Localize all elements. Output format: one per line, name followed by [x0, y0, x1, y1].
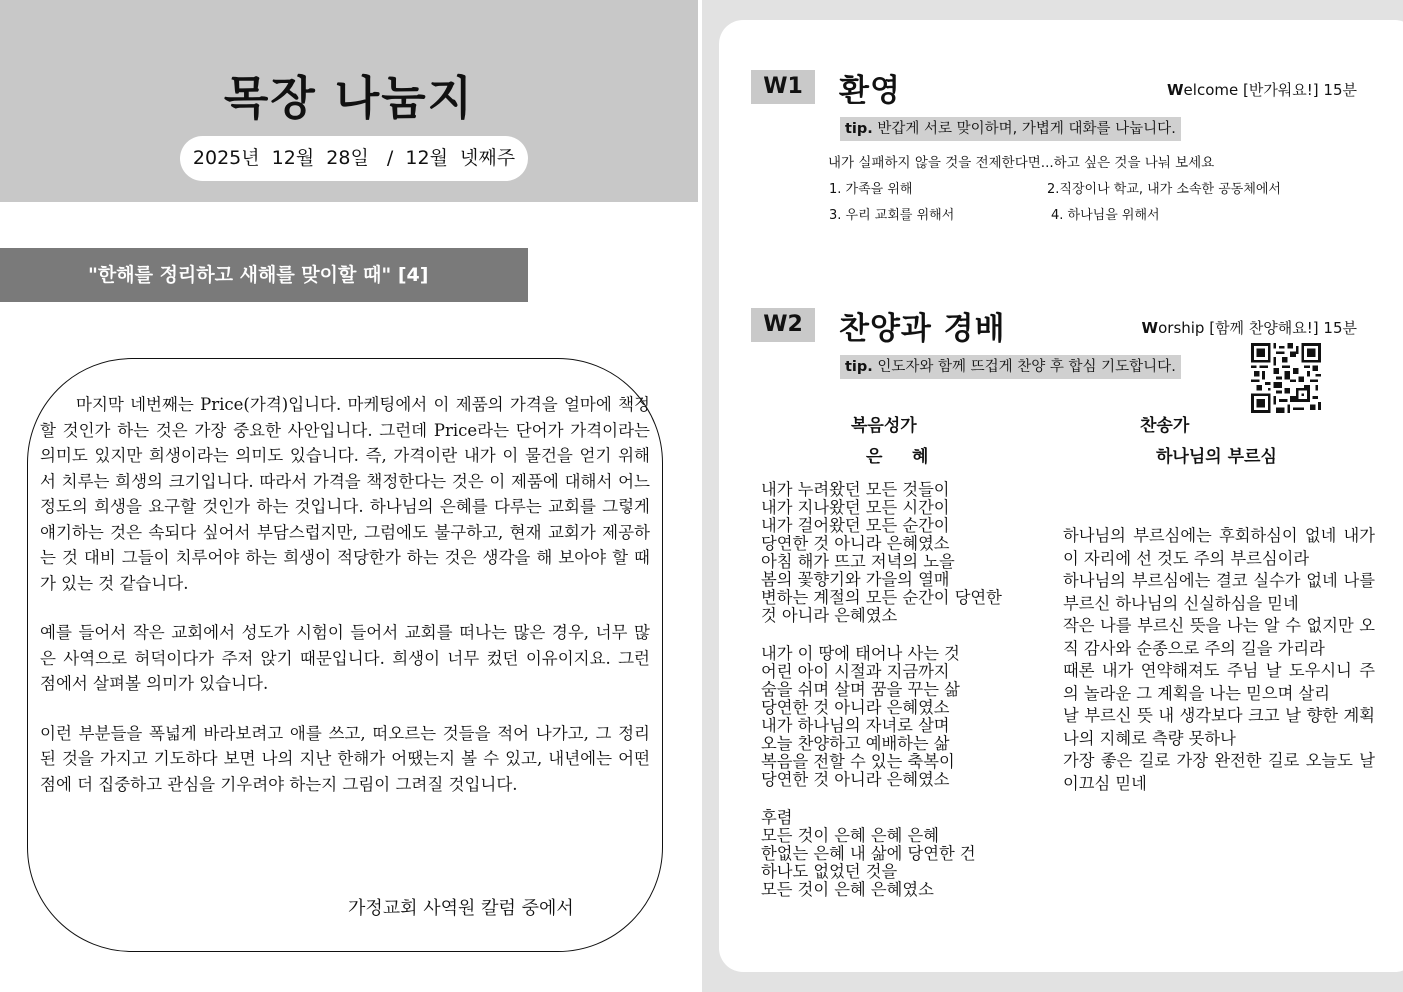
- song1-title: 은 혜: [866, 447, 929, 467]
- song2-title: 하나님의 부르심: [1156, 447, 1277, 467]
- lyric-line: 하나님의 부르심에는 후회하심이 없네 내가 이 자리에 선 것도 주의 부르심이라: [1063, 526, 1375, 568]
- song1-lyrics: [761, 481, 1051, 919]
- date-label: 2025년 12월 28일 / 12월 넷째주: [180, 136, 528, 181]
- tip-text: 반갑게 서로 맞이하며, 가볍게 대화를 나눕니다.: [872, 121, 1176, 137]
- lyric-line: 당연한 것 아니라 은혜였소: [761, 698, 950, 717]
- w2-meta: [1142, 317, 1357, 338]
- lyric-line: 내가 누려왔던 모든 것들이: [761, 480, 950, 499]
- lyric-line: 가장 좋은 길로 가장 완전한 길로 오늘도 날 이끄심 믿네: [1063, 751, 1375, 793]
- song1-stanza-1: [761, 481, 1051, 625]
- w1-tip: [840, 117, 1181, 141]
- essay-body: [40, 392, 650, 821]
- lyric-line: 내가 하나님의 자녀로 살며: [761, 716, 950, 735]
- w1-item: 1. 가족을 위해: [829, 182, 913, 197]
- lyric-line: 복음을 전할 수 있는 축복이: [761, 752, 955, 771]
- lyric-line: 작은 나를 부르신 뜻을 나는 알 수 없지만 오직 감사와 순종으로 주의 길을 가리라: [1063, 616, 1375, 658]
- lyric-line: 날 부르신 뜻 내 생각보다 크고 날 향한 계획 나의 지혜로 측량 못하나: [1063, 706, 1375, 748]
- column-title: "한해를 정리하고 새해를 맞이할 때" [4]: [0, 248, 528, 302]
- lyric-line: 모든 것이 은혜 은혜였소: [761, 880, 934, 899]
- w1-item: 2.직장이나 학교, 내가 소속한 공동체에서: [1047, 182, 1281, 197]
- page-gutter: [698, 0, 702, 992]
- lyric-line: 후렴: [761, 808, 793, 827]
- lyric-line: 내가 이 땅에 태어나 사는 것: [761, 644, 960, 663]
- lyric-line: 하나도 없었던 것을: [761, 862, 898, 881]
- qr-code-icon[interactable]: [1251, 343, 1321, 413]
- essay-paragraph: 마지막 네번째는 Price(가격)입니다. 마케팅에서 이 제품의 가격을 얼마에 책정할 것인가 하는 것은 가장 중요한 사안입니다. 그런데 Price라는 단어가 가격이라는 의미도 있지만 희생이라는 의미도 있습니다. 즉, 가격이란 내가 이 물건을 얻기 위해서 치루는 희생의 크기입니다. 따라서 가격을 책정한다는 것은 이 제품에 대해서 어느 정도의 희생을 요구할 것인가 하는 것입니다. 하나님의 은혜를 다루는 교회를 그렇게 얘기하는 것은 속되다 싶어서 부담스럽지만, 그럼에도 불구하고, 현재 교회가 제공하는 것 대비 그들이 치루어야 하는 희생이 적당한가 하는 것은 생각을 해 보아야 할 때가 있는 것 같습니다.: [40, 395, 650, 593]
- w1-meta: [1167, 79, 1357, 100]
- lyric-line: 내가 지나왔던 모든 시간이: [761, 498, 950, 517]
- w1-meta-text: elcome [반가워요!] 15분: [1183, 81, 1357, 99]
- lyric-line: 숨을 쉬며 살며 꿈을 꾸는 삶: [761, 680, 960, 699]
- lyric-line: 변하는 계절의 모든 순간이 당연한: [761, 588, 1002, 607]
- w1-item: 4. 하나님을 위해서: [1051, 208, 1160, 223]
- w1-question: 내가 실패하지 않을 것을 전제한다면...하고 싶은 것을 나눠 보세요: [828, 155, 1215, 171]
- w2-meta-text: orship [함께 찬양해요!] 15분: [1158, 319, 1357, 337]
- lyric-line: 때론 내가 연약해져도 주님 날 도우시니 주의 놀라운 그 계획을 나는 믿으며 살리: [1063, 661, 1375, 703]
- lyric-line: 것 아니라 은혜였소: [761, 606, 898, 625]
- song1-chorus: [761, 809, 1051, 899]
- essay-paragraph: 예를 들어서 작은 교회에서 성도가 시험이 들어서 교회를 떠나는 많은 경우, 너무 많은 사역으로 허덕이다가 주저 앉기 때문입니다. 희생이 너무 컸던 이유이지요. 그런 점에서 살펴볼 의미가 있습니다.: [40, 623, 650, 693]
- tip-label: tip.: [845, 121, 873, 137]
- song2-lyrics: [1063, 525, 1375, 795]
- page-title: 목장 나눔지: [223, 71, 475, 125]
- tip-label: tip.: [845, 359, 873, 375]
- lyric-line: 한없는 은혜 내 삶에 당연한 건: [761, 844, 976, 863]
- w2-tip: [840, 355, 1181, 379]
- lyric-line: 모든 것이 은혜 은혜 은혜: [761, 826, 939, 845]
- essay-paragraph: 이런 부분들을 폭넓게 바라보려고 애를 쓰고, 떠오르는 것들을 적어 나가고, 그 정리된 것을 가지고 기도하다 보면 나의 지난 한해가 어땠는지 볼 수 있고, 내년에는 어떤 점에 더 집중하고 관심을 기우려야 하는지 그림이 그려질 것입니다.: [40, 723, 650, 794]
- song1-category: 복음성가: [851, 416, 917, 436]
- lyric-line: 하나님의 부르심에는 결코 실수가 없네 나를 부르신 하나님의 신실하심을 믿네: [1063, 571, 1375, 613]
- lyric-line: 내가 걸어왔던 모든 순간이: [761, 516, 950, 535]
- song2-category: 찬송가: [1140, 416, 1190, 436]
- w1-meta-initial: W: [1167, 81, 1184, 99]
- lyric-line: 어린 아이 시절과 지금까지: [761, 662, 950, 681]
- lyric-line: 당연한 것 아니라 은혜였소: [761, 534, 950, 553]
- w2-meta-initial: W: [1141, 319, 1159, 337]
- tip-text: 인도자와 함께 뜨겁게 찬양 후 합심 기도합니다.: [872, 359, 1176, 375]
- w1-badge: W1: [751, 70, 815, 104]
- lyric-line: 봄의 꽃향기와 가을의 열매: [761, 570, 950, 589]
- lyric-line: 오늘 찬양하고 예배하는 삶: [761, 734, 950, 753]
- w2-title: 찬양과 경배: [839, 311, 1006, 347]
- lyric-line: 당연한 것 아니라 은혜였소: [761, 770, 950, 789]
- lyric-line: 아침 해가 뜨고 저녁의 노을: [761, 552, 955, 571]
- w2-badge: W2: [751, 308, 815, 342]
- w1-title: 환영: [839, 73, 901, 109]
- w1-item: 3. 우리 교회를 위해서: [829, 208, 955, 223]
- song1-stanza-2: [761, 645, 1051, 789]
- essay-signature: 가정교회 사역원 칼럼 중에서: [348, 898, 574, 919]
